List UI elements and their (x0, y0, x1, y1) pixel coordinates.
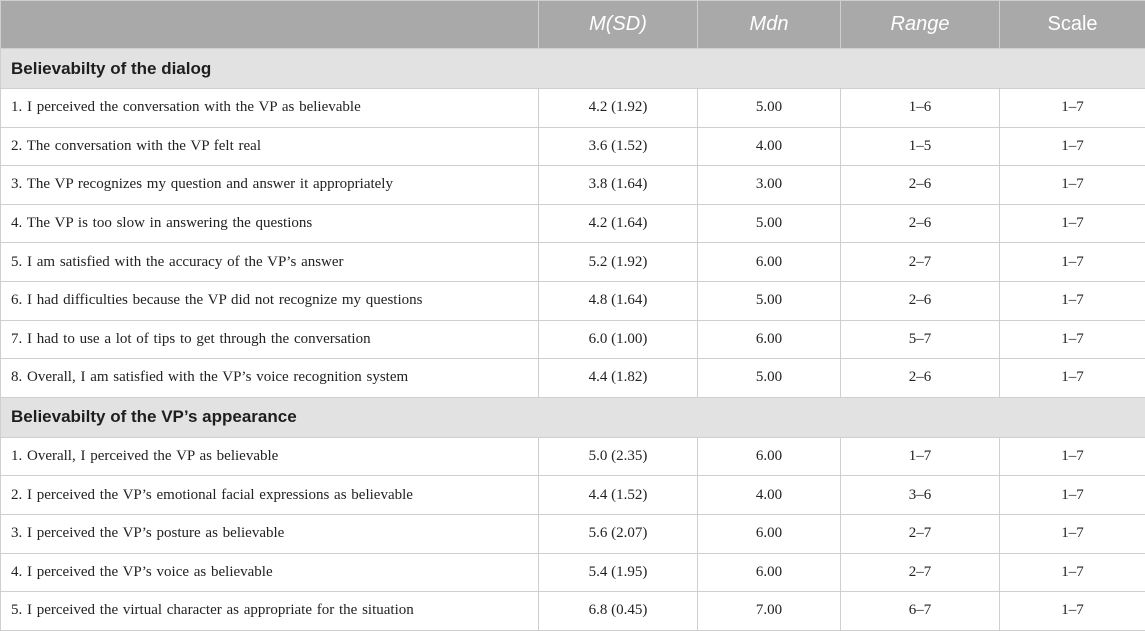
item-cell: 4. I perceived the VP’s voice as believable (1, 553, 539, 592)
item-cell: 5. I perceived the virtual character as appropriate for the situation (1, 592, 539, 631)
msd-cell: 5.2 (1.92) (539, 243, 698, 282)
range-cell: 5–7 (841, 320, 1000, 359)
msd-cell: 4.4 (1.52) (539, 476, 698, 515)
table-row (1, 281, 1145, 320)
scale-cell: 1–7 (1000, 514, 1145, 553)
header-msd: M(SD) (539, 1, 698, 49)
mdn-cell: 5.00 (698, 359, 841, 398)
msd-cell: 3.8 (1.64) (539, 166, 698, 205)
msd-cell: 3.6 (1.52) (539, 127, 698, 166)
range-cell: 2–7 (841, 243, 1000, 282)
msd-cell: 4.2 (1.64) (539, 204, 698, 243)
msd-cell: 4.4 (1.82) (539, 359, 698, 398)
table-row (1, 592, 1145, 631)
range-cell: 1–7 (841, 437, 1000, 476)
item-cell: 2. The conversation with the VP felt real (1, 127, 539, 166)
item-cell: 5. I am satisfied with the accuracy of the VP’s answer (1, 243, 539, 282)
section-header-row (1, 49, 1145, 89)
item-cell: 2. I perceived the VP’s emotional facial expressions as believable (1, 476, 539, 515)
mdn-cell: 6.00 (698, 553, 841, 592)
item-cell: 4. The VP is too slow in answering the questions (1, 204, 539, 243)
mdn-cell: 4.00 (698, 127, 841, 166)
table-row (1, 204, 1145, 243)
header-scale: Scale (1000, 1, 1145, 49)
scale-cell: 1–7 (1000, 89, 1145, 128)
msd-cell: 6.8 (0.45) (539, 592, 698, 631)
mdn-cell: 5.00 (698, 281, 841, 320)
table-header (1, 1, 1145, 49)
mdn-cell: 3.00 (698, 166, 841, 205)
item-cell: 3. The VP recognizes my question and answer it appropriately (1, 166, 539, 205)
item-cell: 1. I perceived the conversation with the VP as believable (1, 89, 539, 128)
scale-cell: 1–7 (1000, 127, 1145, 166)
section-title: Believabilty of the VP’s appearance (1, 397, 1145, 437)
scale-cell: 1–7 (1000, 204, 1145, 243)
table-body (1, 49, 1145, 631)
msd-cell: 6.0 (1.00) (539, 320, 698, 359)
range-cell: 2–7 (841, 514, 1000, 553)
item-cell: 7. I had to use a lot of tips to get through the conversation (1, 320, 539, 359)
table-row (1, 127, 1145, 166)
table-row (1, 243, 1145, 282)
range-cell: 1–5 (841, 127, 1000, 166)
msd-cell: 5.0 (2.35) (539, 437, 698, 476)
msd-cell: 4.8 (1.64) (539, 281, 698, 320)
scale-cell: 1–7 (1000, 320, 1145, 359)
item-cell: 8. Overall, I am satisfied with the VP’s voice recognition system (1, 359, 539, 398)
item-cell: 3. I perceived the VP’s posture as believable (1, 514, 539, 553)
range-cell: 3–6 (841, 476, 1000, 515)
range-cell: 2–6 (841, 281, 1000, 320)
header-row (1, 1, 1145, 49)
mdn-cell: 5.00 (698, 89, 841, 128)
table-row (1, 437, 1145, 476)
range-cell: 2–6 (841, 359, 1000, 398)
scale-cell: 1–7 (1000, 359, 1145, 398)
section-header-row (1, 397, 1145, 437)
table-row (1, 514, 1145, 553)
range-cell: 1–6 (841, 89, 1000, 128)
msd-cell: 4.2 (1.92) (539, 89, 698, 128)
range-cell: 2–6 (841, 204, 1000, 243)
range-cell: 6–7 (841, 592, 1000, 631)
mdn-cell: 5.00 (698, 204, 841, 243)
mdn-cell: 7.00 (698, 592, 841, 631)
mdn-cell: 6.00 (698, 320, 841, 359)
scale-cell: 1–7 (1000, 553, 1145, 592)
mdn-cell: 6.00 (698, 514, 841, 553)
scale-cell: 1–7 (1000, 166, 1145, 205)
item-cell: 1. Overall, I perceived the VP as believable (1, 437, 539, 476)
msd-cell: 5.4 (1.95) (539, 553, 698, 592)
scale-cell: 1–7 (1000, 437, 1145, 476)
range-cell: 2–6 (841, 166, 1000, 205)
table-row (1, 320, 1145, 359)
table-row (1, 166, 1145, 205)
scale-cell: 1–7 (1000, 592, 1145, 631)
range-cell: 2–7 (841, 553, 1000, 592)
header-mdn: Mdn (698, 1, 841, 49)
table-row (1, 89, 1145, 128)
mdn-cell: 6.00 (698, 437, 841, 476)
scale-cell: 1–7 (1000, 476, 1145, 515)
table-row (1, 553, 1145, 592)
item-cell: 6. I had difficulties because the VP did not recognize my questions (1, 281, 539, 320)
header-range: Range (841, 1, 1000, 49)
header-item (1, 1, 539, 49)
section-title: Believabilty of the dialog (1, 49, 1145, 89)
table-row (1, 359, 1145, 398)
scale-cell: 1–7 (1000, 243, 1145, 282)
mdn-cell: 4.00 (698, 476, 841, 515)
mdn-cell: 6.00 (698, 243, 841, 282)
table-row (1, 476, 1145, 515)
msd-cell: 5.6 (2.07) (539, 514, 698, 553)
scale-cell: 1–7 (1000, 281, 1145, 320)
